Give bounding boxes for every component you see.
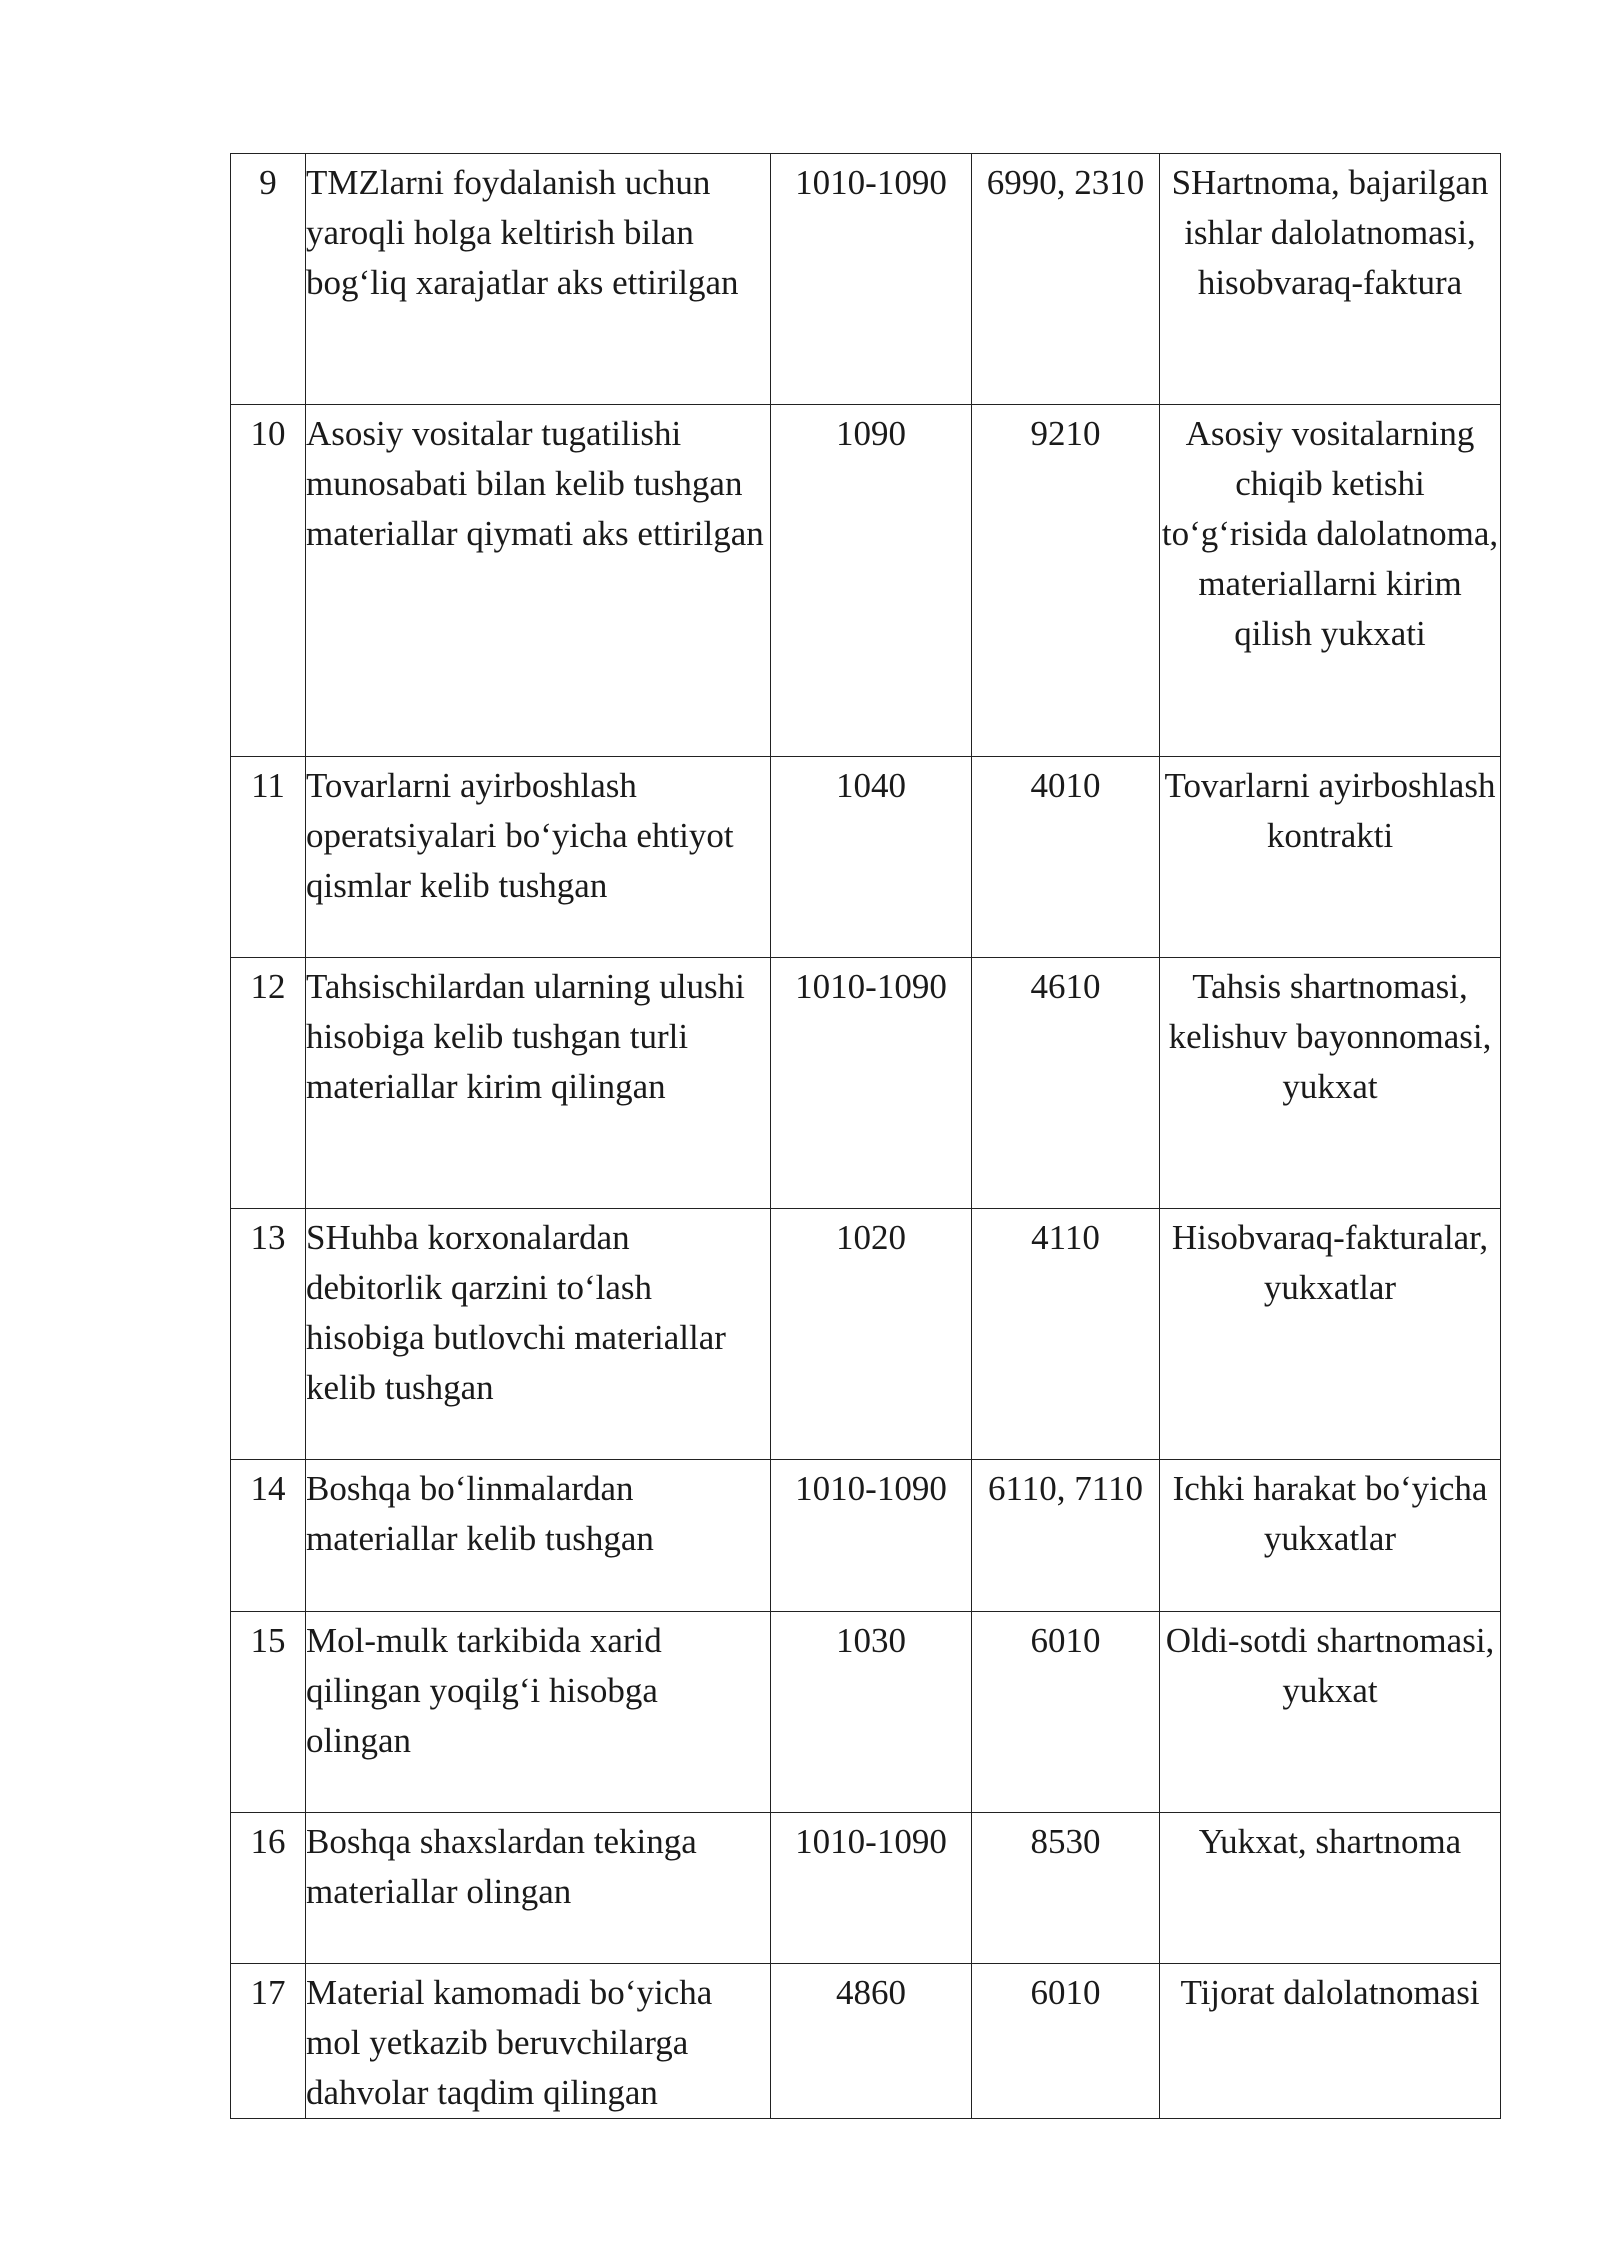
document-cell: [1160, 154, 1501, 405]
table-row: [231, 1460, 1501, 1612]
row-number-cell: [231, 1460, 306, 1612]
description-cell: [306, 1612, 771, 1813]
document-cell: [1160, 1612, 1501, 1813]
table-row: [231, 154, 1501, 405]
operation-description: SHuhba korxonalardan debitorlik qarzini toʻlash hisobiga butlovchi materiallar kelib tushgan: [306, 1218, 726, 1407]
credit-account: 4610: [1030, 967, 1101, 1006]
operation-description: Tovarlarni ayirboshlash operatsiyalari boʻyicha ehtiyot qismlar kelib tushgan: [306, 766, 734, 905]
debit-account-cell: [771, 757, 972, 958]
description-cell: [306, 1209, 771, 1460]
supporting-document: Tijorat dalolatnomasi: [1180, 1973, 1480, 2012]
row-number: 14: [250, 1469, 286, 1508]
description-cell: [306, 405, 771, 757]
row-number-cell: [231, 757, 306, 958]
table-row: [231, 958, 1501, 1209]
row-number-cell: [231, 1209, 306, 1460]
credit-account: 6110, 7110: [988, 1469, 1143, 1508]
document-cell: [1160, 757, 1501, 958]
row-number: 11: [251, 766, 285, 805]
description-cell: [306, 1813, 771, 1964]
credit-account-cell: [972, 1460, 1160, 1612]
row-number-cell: [231, 405, 306, 757]
credit-account-cell: [972, 958, 1160, 1209]
credit-account-cell: [972, 405, 1160, 757]
credit-account: 9210: [1030, 414, 1101, 453]
description-cell: [306, 154, 771, 405]
row-number: 17: [250, 1973, 286, 2012]
description-cell: [306, 1460, 771, 1612]
credit-account-cell: [972, 1964, 1160, 2119]
debit-account-cell: [771, 1460, 972, 1612]
operation-description: TMZlarni foydalanish uchun yaroqli holga keltirish bilan bogʻliq xarajatlar aks ettirilgan: [306, 163, 739, 302]
debit-account: 1030: [836, 1621, 906, 1660]
supporting-document: Tahsis shartnomasi, kelishuv bayonnomasi, yukxat: [1168, 967, 1492, 1106]
debit-account-cell: [771, 1209, 972, 1460]
supporting-document: Ichki harakat boʻyicha yukxatlar: [1172, 1469, 1488, 1558]
debit-account-cell: [771, 1612, 972, 1813]
row-number: 15: [250, 1621, 286, 1660]
credit-account-cell: [972, 1813, 1160, 1964]
debit-account-cell: [771, 405, 972, 757]
row-number-cell: [231, 1813, 306, 1964]
table-row: [231, 1612, 1501, 1813]
operation-description: Tahsischilardan ularning ulushi hisobiga kelib tushgan turli materiallar kirim qilingan: [306, 967, 745, 1106]
operation-description: Boshqa boʻlinmalardan materiallar kelib tushgan: [306, 1469, 654, 1558]
supporting-document: Tovarlarni ayirboshlash kontrakti: [1164, 766, 1496, 855]
table-row: [231, 1964, 1501, 2119]
credit-account-cell: [972, 1209, 1160, 1460]
credit-account-cell: [972, 757, 1160, 958]
credit-account: 6010: [1030, 1621, 1101, 1660]
debit-account: 1010-1090: [795, 1822, 947, 1861]
operation-description: Boshqa shaxslardan tekinga materiallar olingan: [306, 1822, 697, 1911]
supporting-document: SHartnoma, bajarilgan ishlar dalolatnomasi, hisobvaraq-faktura: [1171, 163, 1489, 302]
credit-account: 6990, 2310: [986, 163, 1145, 202]
debit-account: 1020: [836, 1218, 906, 1257]
credit-account-cell: [972, 154, 1160, 405]
supporting-document: Oldi-sotdi shartnomasi, yukxat: [1165, 1621, 1495, 1710]
accounting-entries-table: [230, 153, 1501, 2119]
row-number-cell: [231, 1612, 306, 1813]
row-number: 10: [250, 414, 286, 453]
description-cell: [306, 757, 771, 958]
debit-account: 1010-1090: [795, 1469, 947, 1508]
table-row: [231, 1209, 1501, 1460]
row-number: 9: [259, 163, 277, 202]
row-number-cell: [231, 958, 306, 1209]
debit-account-cell: [771, 958, 972, 1209]
debit-account: 4860: [836, 1973, 906, 2012]
debit-account: 1010-1090: [795, 163, 947, 202]
debit-account: 1040: [836, 766, 906, 805]
operation-description: Asosiy vositalar tugatilishi munosabati bilan kelib tushgan materiallar qiymati aks ettirilgan: [306, 414, 764, 553]
row-number-cell: [231, 1964, 306, 2119]
debit-account-cell: [771, 1813, 972, 1964]
debit-account-cell: [771, 1964, 972, 2119]
row-number: 12: [250, 967, 286, 1006]
supporting-document: Hisobvaraq-fakturalar, yukxatlar: [1171, 1218, 1489, 1307]
credit-account-cell: [972, 1612, 1160, 1813]
description-cell: [306, 958, 771, 1209]
document-cell: [1160, 1460, 1501, 1612]
operation-description: Material kamomadi boʻyicha mol yetkazib beruvchilarga dahvolar taqdim qilingan: [306, 1973, 713, 2112]
document-cell: [1160, 958, 1501, 1209]
document-cell: [1160, 1813, 1501, 1964]
table-row: [231, 757, 1501, 958]
document-cell: [1160, 405, 1501, 757]
supporting-document: Asosiy vositalarning chiqib ketishi toʻgʻrisida dalolatnoma, materiallarni kirim qilish yukxati: [1161, 414, 1499, 653]
debit-account-cell: [771, 154, 972, 405]
credit-account: 8530: [1030, 1822, 1101, 1861]
document-cell: [1160, 1964, 1501, 2119]
document-cell: [1160, 1209, 1501, 1460]
row-number: 16: [250, 1822, 286, 1861]
row-number: 13: [250, 1218, 286, 1257]
table-row: [231, 1813, 1501, 1964]
credit-account: 6010: [1030, 1973, 1101, 2012]
credit-account: 4110: [1031, 1218, 1100, 1257]
operation-description: Mol-mulk tarkibida xarid qilingan yoqilgʻi hisobga olingan: [306, 1621, 662, 1760]
supporting-document: Yukxat, shartnoma: [1198, 1822, 1462, 1861]
description-cell: [306, 1964, 771, 2119]
table-row: [231, 405, 1501, 757]
debit-account: 1010-1090: [795, 967, 947, 1006]
debit-account: 1090: [836, 414, 906, 453]
row-number-cell: [231, 154, 306, 405]
credit-account: 4010: [1030, 766, 1101, 805]
